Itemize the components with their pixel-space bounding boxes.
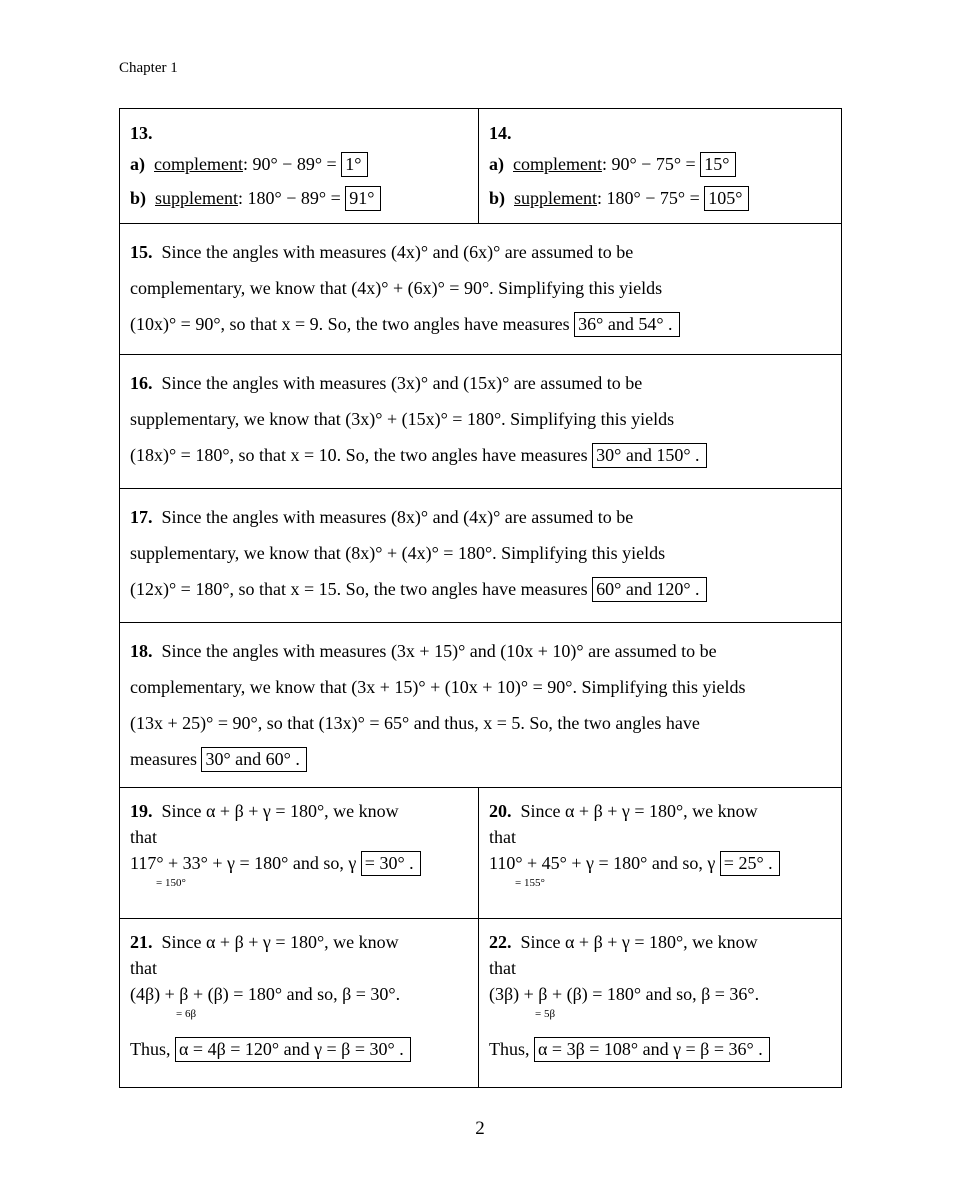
row-19-20	[120, 788, 842, 919]
text-line-1: Since the angles with measures (4x)° and (6x)° are assumed to be	[161, 242, 634, 262]
text-line-3: (10x)° = 90°, so that x = 9. So, the two angles have measures	[130, 314, 575, 334]
row-21-22	[120, 919, 842, 1088]
answer-box: 105°	[704, 186, 749, 211]
complement-word: complement	[513, 154, 602, 174]
text-line-1: Since α + β + γ = 180°, we know	[520, 801, 758, 821]
problem-14	[479, 109, 842, 224]
problem-19	[120, 788, 479, 919]
text-line-1: Since α + β + γ = 180°, we know	[161, 932, 399, 952]
text-line-3: (4β) + β + (β) = 180° and so, β = 30°.	[130, 984, 401, 1004]
problem-number: 19.	[130, 801, 153, 821]
expression: : 90° − 89° =	[242, 154, 342, 174]
answer-box: α = 3β = 108° and γ = β = 36° .	[534, 1037, 770, 1062]
chapter-header: Chapter 1	[119, 60, 178, 76]
problem-number: 14.	[489, 123, 512, 143]
thus-label: Thus,	[489, 1039, 534, 1059]
problem-21	[120, 919, 479, 1088]
answer-box: α = 4β = 120° and γ = β = 30° .	[175, 1037, 411, 1062]
complement-word: complement	[154, 154, 243, 174]
text-line-1: Since α + β + γ = 180°, we know	[520, 932, 758, 952]
text-line-2: that	[489, 827, 516, 847]
supplement-word: supplement	[155, 188, 239, 208]
problem-18	[120, 623, 842, 788]
answer-box: = 30° .	[361, 851, 421, 876]
text-line-1: Since the angles with measures (3x)° and (15x)° are assumed to be	[161, 373, 643, 393]
row-15	[120, 224, 842, 355]
problem-number: 21.	[130, 932, 153, 952]
text-line-2: supplementary, we know that (8x)° + (4x)° = 180°. Simplifying this yields	[130, 543, 666, 563]
row-13-14	[120, 109, 842, 224]
answer-box: 30° and 60° .	[201, 747, 306, 772]
expression: : 90° − 75° =	[601, 154, 701, 174]
row-17	[120, 489, 842, 623]
underbrace-note: = 5β	[535, 1008, 556, 1020]
text-line-3: (13x + 25)° = 90°, so that (13x)° = 65° and thus, x = 5. So, the two angles have	[130, 713, 700, 733]
answer-box: = 25° .	[720, 851, 780, 876]
problem-13	[120, 109, 479, 224]
expression: : 180° − 89° =	[238, 188, 346, 208]
text-line-1: Since the angles with measures (3x + 15)° and (10x + 10)° are assumed to be	[161, 641, 717, 661]
text-line-3: 117° + 33° + γ = 180° and so, γ	[130, 853, 361, 873]
text-line-3: (18x)° = 180°, so that x = 10. So, the two angles have measures	[130, 445, 593, 465]
part-label: a)	[489, 154, 504, 174]
part-label: b)	[489, 188, 506, 208]
text-line-4: measures	[130, 749, 202, 769]
answer-box: 91°	[345, 186, 381, 211]
problem-16	[120, 355, 842, 489]
part-label: a)	[130, 154, 145, 174]
supplement-word: supplement	[514, 188, 598, 208]
row-18	[120, 623, 842, 788]
text-line-3: (3β) + β + (β) = 180° and so, β = 36°.	[489, 984, 760, 1004]
problem-number: 22.	[489, 932, 512, 952]
row-16	[120, 355, 842, 489]
problem-number: 13.	[130, 123, 153, 143]
answer-box: 36° and 54° .	[574, 312, 679, 337]
problem-number: 20.	[489, 801, 512, 821]
expression: : 180° − 75° =	[597, 188, 705, 208]
problem-number: 16.	[130, 373, 153, 393]
page-number: 2	[475, 1118, 485, 1139]
problem-number: 15.	[130, 242, 153, 262]
text-line-1: Since the angles with measures (8x)° and (4x)° are assumed to be	[161, 507, 634, 527]
part-label: b)	[130, 188, 147, 208]
underbrace-note: = 155°	[515, 877, 545, 889]
text-line-2: that	[489, 958, 516, 978]
thus-label: Thus,	[130, 1039, 175, 1059]
answer-box: 15°	[700, 152, 736, 177]
text-line-2: complementary, we know that (4x)° + (6x)° = 90°. Simplifying this yields	[130, 278, 663, 298]
answer-box: 60° and 120° .	[592, 577, 706, 602]
underbrace-note: = 6β	[176, 1008, 197, 1020]
underbrace-note: = 150°	[156, 877, 186, 889]
text-line-3: (12x)° = 180°, so that x = 15. So, the two angles have measures	[130, 579, 593, 599]
text-line-1: Since α + β + γ = 180°, we know	[161, 801, 399, 821]
problem-number: 17.	[130, 507, 153, 527]
text-line-3: 110° + 45° + γ = 180° and so, γ	[489, 853, 720, 873]
problem-15	[120, 224, 842, 355]
problem-number: 18.	[130, 641, 153, 661]
text-line-2: that	[130, 958, 157, 978]
problem-17	[120, 489, 842, 623]
text-line-2: supplementary, we know that (3x)° + (15x)° = 180°. Simplifying this yields	[130, 409, 675, 429]
problem-22	[479, 919, 842, 1088]
text-line-2: complementary, we know that (3x + 15)° + (10x + 10)° = 90°. Simplifying this yields	[130, 677, 746, 697]
text-line-2: that	[130, 827, 157, 847]
problem-20	[479, 788, 842, 919]
answer-box: 30° and 150° .	[592, 443, 706, 468]
answer-box: 1°	[341, 152, 368, 177]
solutions-table	[119, 108, 842, 1088]
